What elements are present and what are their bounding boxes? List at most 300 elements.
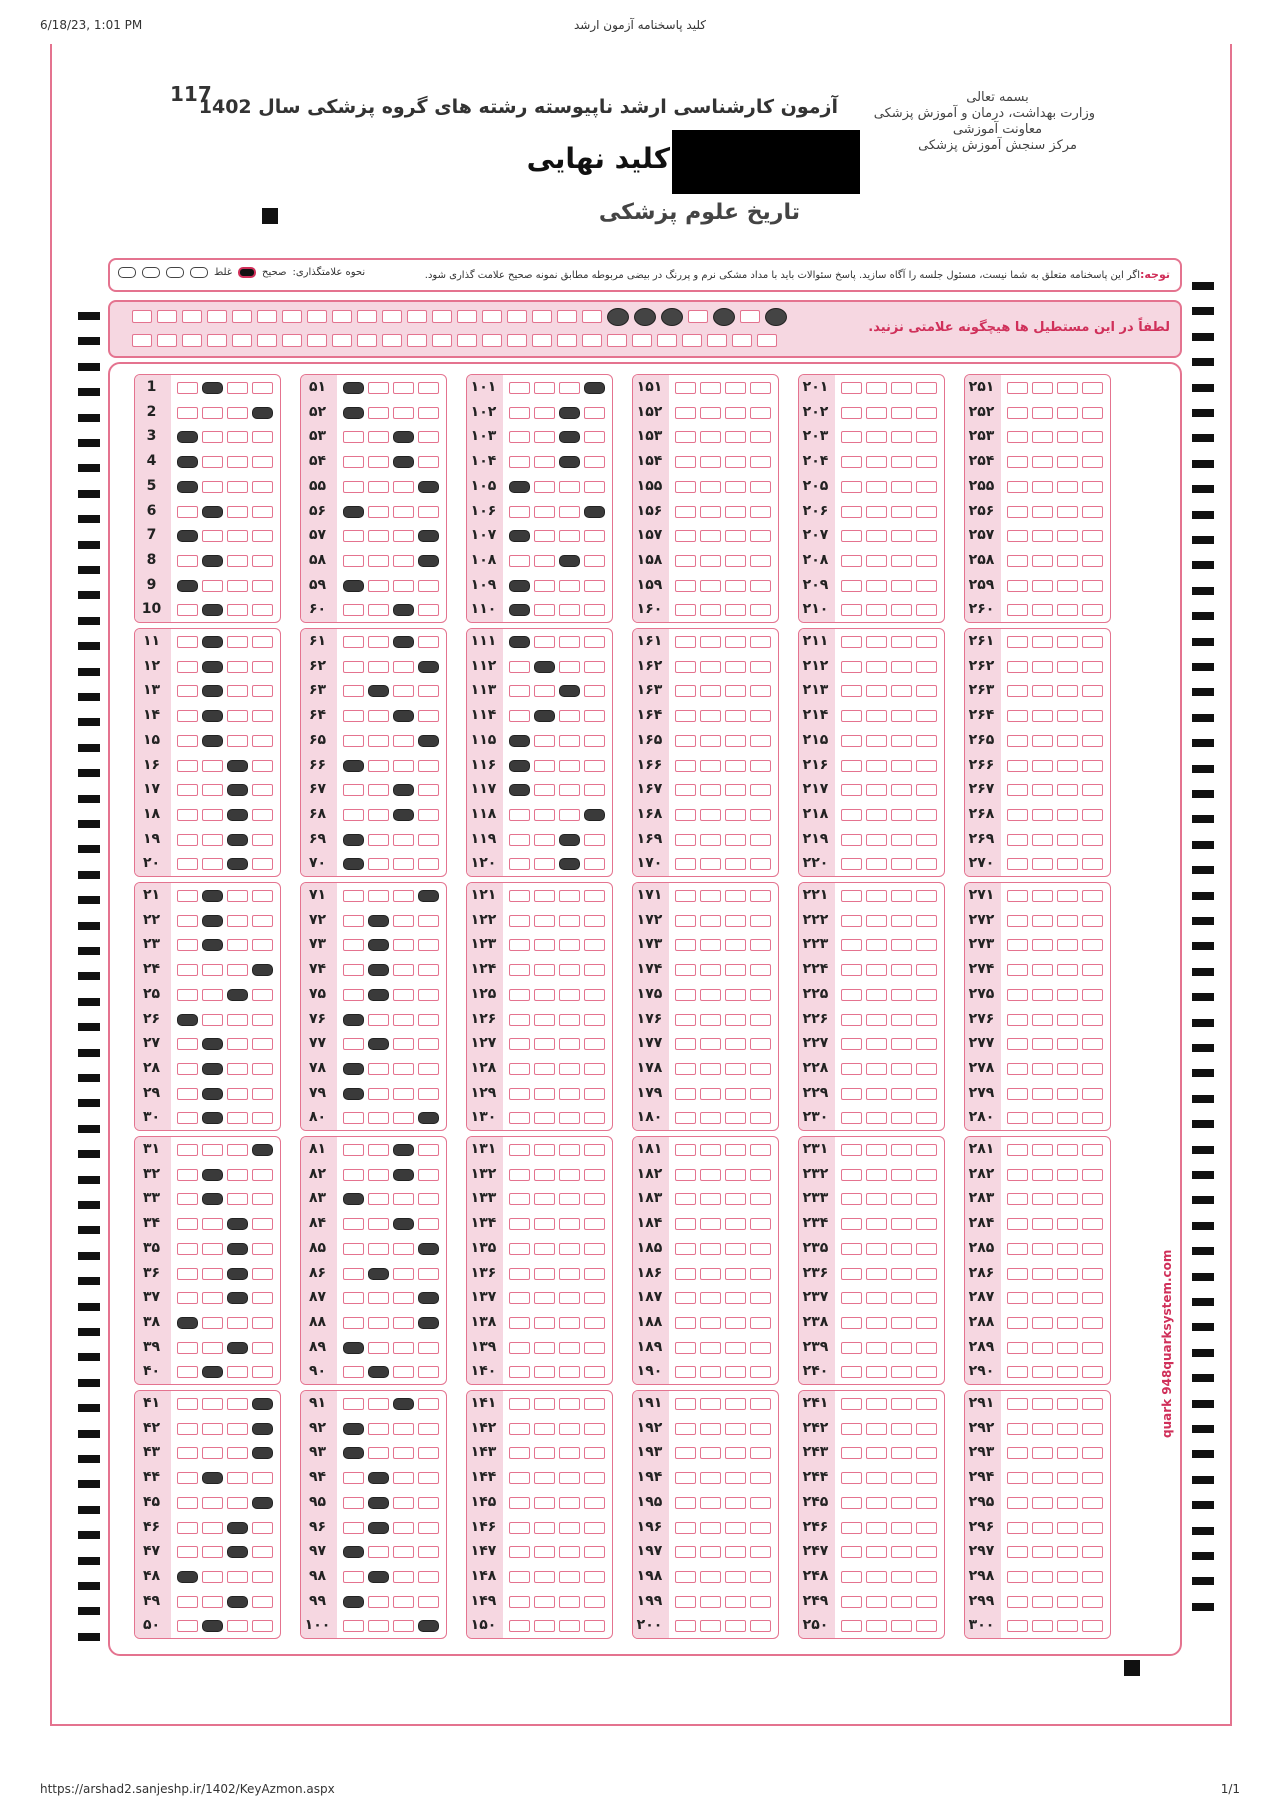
answer-bubble [534, 939, 555, 951]
question-number: ۱۲۱ [470, 887, 497, 903]
question-row [301, 1490, 446, 1514]
answer-bubbles [509, 1144, 607, 1156]
question-block [798, 882, 945, 1131]
answer-bubble [584, 1268, 605, 1280]
timing-mark [78, 388, 100, 396]
answer-bubble [559, 1398, 580, 1410]
question-number: ۲۹۱ [968, 1395, 995, 1411]
answer-bubble [750, 989, 771, 1001]
answer-bubble [1057, 1218, 1078, 1230]
answer-bubble [700, 710, 721, 722]
timing-mark [1192, 1273, 1214, 1281]
question-number: ۱۹۱ [636, 1395, 663, 1411]
question-number: ۱۰۰ [304, 1617, 331, 1634]
answer-bubbles [343, 1571, 441, 1583]
answer-bubble [559, 1038, 580, 1050]
answer-bubble [509, 1112, 530, 1124]
answer-bubble [227, 858, 248, 870]
answer-bubbles [841, 1144, 939, 1156]
answer-bubble [866, 685, 887, 697]
question-row [467, 678, 612, 702]
answer-bubbles [509, 407, 607, 419]
answer-bubble [584, 1112, 605, 1124]
answer-bubble [343, 685, 364, 697]
id-cell [532, 334, 552, 347]
answer-bubble [841, 1398, 862, 1410]
question-number: ۱۴۳ [470, 1444, 497, 1461]
answer-bubble [675, 1366, 696, 1378]
id-cell [207, 310, 227, 323]
answer-bubble [750, 636, 771, 648]
timing-mark [1192, 1425, 1214, 1433]
answer-bubbles [841, 1366, 939, 1378]
question-row [799, 1589, 944, 1613]
answer-bubbles [343, 1317, 441, 1329]
timing-mark [1192, 384, 1214, 392]
question-number: ۱۳۸ [470, 1313, 497, 1330]
answer-bubble [252, 580, 273, 592]
question-number: ۲۴۰ [802, 1363, 829, 1380]
answer-bubbles [841, 1243, 939, 1255]
answer-bubble [1057, 1169, 1078, 1181]
answer-bubble [675, 1571, 696, 1583]
answer-bubble [202, 1169, 223, 1181]
question-row [135, 1007, 280, 1031]
question-number: ۵۱ [308, 379, 327, 395]
answer-bubble [916, 1292, 937, 1304]
question-number: 6 [146, 502, 157, 519]
answer-bubble [725, 890, 746, 902]
answer-bubble [1032, 1292, 1053, 1304]
answer-bubbles [343, 555, 441, 567]
question-row [965, 654, 1110, 678]
question-row [301, 883, 446, 907]
subject-name: تاریخ علوم پزشکی [598, 200, 800, 225]
question-number: ۲۵۷ [968, 527, 995, 544]
answer-bubbles [509, 964, 607, 976]
answer-bubble [227, 456, 248, 468]
answer-bubble [559, 735, 580, 747]
answer-bubble [177, 1366, 198, 1378]
answer-bubbles [675, 1342, 773, 1354]
question-row [799, 728, 944, 752]
question-row [965, 1105, 1110, 1129]
answer-bubbles [841, 1571, 939, 1583]
timing-mark [78, 1023, 100, 1031]
answer-bubble [750, 760, 771, 772]
form-number: 117 [170, 82, 212, 106]
question-row [301, 1335, 446, 1359]
answer-bubble [1082, 834, 1103, 846]
answer-bubble [343, 1398, 364, 1410]
answer-bubbles [1007, 834, 1105, 846]
answer-bubbles [675, 1596, 773, 1608]
answer-bubbles [509, 636, 607, 648]
answer-bubbles [841, 1497, 939, 1509]
answer-bubble [509, 1038, 530, 1050]
answer-bubble [343, 1243, 364, 1255]
answer-bubble [916, 580, 937, 592]
answer-bubble [584, 1596, 605, 1608]
question-row [633, 474, 778, 498]
answer-bubble [252, 661, 273, 673]
answer-bubble [393, 661, 414, 673]
question-number: ۶۲ [308, 657, 327, 674]
question-row [965, 802, 1110, 826]
answer-bubble [1007, 1193, 1028, 1205]
answer-bubble [891, 382, 912, 394]
answer-bubble [343, 1620, 364, 1632]
timing-mark [1192, 1527, 1214, 1535]
answer-bubble [418, 1038, 439, 1050]
answer-bubbles [841, 989, 939, 1001]
id-cell [407, 334, 427, 347]
timing-mark [1192, 688, 1214, 696]
answer-bubble [1057, 1038, 1078, 1050]
question-number: ۴۳ [142, 1444, 161, 1461]
answer-bubbles [509, 1193, 607, 1205]
answer-bubble [368, 1522, 389, 1534]
answer-bubbles [675, 661, 773, 673]
answer-bubble [675, 915, 696, 927]
answer-bubble [584, 431, 605, 443]
question-number: ۱۷ [142, 781, 161, 798]
question-row [135, 1613, 280, 1637]
id-cell [332, 334, 352, 347]
answer-bubble [534, 1063, 555, 1075]
answer-bubble [534, 1546, 555, 1558]
answer-bubble [1082, 555, 1103, 567]
answer-bubble [1007, 735, 1028, 747]
id-cell [632, 334, 652, 347]
question-row [799, 932, 944, 956]
answer-bubble [368, 1366, 389, 1378]
answer-bubble [393, 1268, 414, 1280]
answer-bubble [584, 890, 605, 902]
answer-bubble [725, 964, 746, 976]
answer-bubble [534, 989, 555, 1001]
answer-bubble [700, 735, 721, 747]
answer-bubble [891, 1366, 912, 1378]
timing-mark [78, 871, 100, 879]
answer-bubble [891, 1522, 912, 1534]
answer-bubble [891, 1193, 912, 1205]
answer-bubble [252, 915, 273, 927]
answer-bubbles [343, 760, 441, 772]
answer-bubble [1007, 1063, 1028, 1075]
answer-bubble [1082, 1292, 1103, 1304]
answer-bubble [584, 939, 605, 951]
answer-bubble [368, 1014, 389, 1026]
question-row [799, 375, 944, 399]
question-number: ۹۰ [308, 1363, 327, 1380]
id-cell [532, 310, 552, 323]
answer-bubbles [509, 1522, 607, 1534]
answer-bubble [700, 1038, 721, 1050]
answer-bubble [1057, 915, 1078, 927]
question-number: ۲۵۳ [968, 428, 995, 445]
answer-bubble [509, 1571, 530, 1583]
answer-bubble [750, 1447, 771, 1459]
answer-bubble [866, 1038, 887, 1050]
answer-bubble [534, 1088, 555, 1100]
answer-bubble [725, 1088, 746, 1100]
answer-bubble [1082, 890, 1103, 902]
answer-bubble [891, 939, 912, 951]
question-number: ۱۶۴ [636, 707, 663, 724]
answer-bubble [891, 1243, 912, 1255]
answer-bubble [750, 964, 771, 976]
question-number: ۲۶۲ [968, 657, 995, 674]
answer-bubble [227, 1546, 248, 1558]
timing-mark [78, 1099, 100, 1107]
id-cell [740, 310, 760, 323]
timing-mark [1192, 1069, 1214, 1077]
id-cell [282, 310, 302, 323]
id-cell [232, 334, 252, 347]
question-row [301, 957, 446, 981]
answer-bubble [1007, 1169, 1028, 1181]
question-number: ۷۱ [308, 887, 327, 903]
answer-bubble [891, 1268, 912, 1280]
answer-bubble [1057, 1571, 1078, 1583]
answer-bubble [891, 784, 912, 796]
question-row [799, 777, 944, 801]
question-row [965, 777, 1110, 801]
answer-bubbles [675, 604, 773, 616]
answer-bubbles [177, 1620, 275, 1632]
answer-bubbles [177, 784, 275, 796]
question-row [799, 1236, 944, 1260]
answer-bubbles [343, 661, 441, 673]
timing-mark [78, 1125, 100, 1133]
answer-bubble [393, 1596, 414, 1608]
answer-bubble [1007, 530, 1028, 542]
answer-bubble [177, 1169, 198, 1181]
question-number: ۱۵۲ [636, 403, 663, 420]
answer-bubble [916, 1014, 937, 1026]
answer-bubble [1057, 784, 1078, 796]
answer-bubbles [675, 890, 773, 902]
answer-bubble [700, 1169, 721, 1181]
answer-bubble [393, 1366, 414, 1378]
answer-bubbles [841, 661, 939, 673]
answer-bubbles [509, 1571, 607, 1583]
answer-bubble [1057, 1088, 1078, 1100]
answer-bubble [841, 939, 862, 951]
answer-bubble [1032, 1571, 1053, 1583]
answer-bubble [841, 1497, 862, 1509]
timing-mark [1192, 1450, 1214, 1458]
question-row [301, 1613, 446, 1637]
answer-bubble [1082, 1014, 1103, 1026]
question-row [135, 1359, 280, 1383]
answer-bubbles [841, 580, 939, 592]
answer-bubble [1082, 382, 1103, 394]
answer-bubbles [343, 1398, 441, 1410]
answer-bubbles [1007, 506, 1105, 518]
question-row [467, 932, 612, 956]
answer-bubbles [841, 834, 939, 846]
answer-bubble [841, 1268, 862, 1280]
answer-bubble [368, 1169, 389, 1181]
answer-bubble [1082, 636, 1103, 648]
answer-bubble [675, 1423, 696, 1435]
question-number: ۱۸۳ [636, 1190, 663, 1207]
answer-bubble [841, 1342, 862, 1354]
answer-bubble [177, 858, 198, 870]
answer-bubble [750, 809, 771, 821]
answer-bubble [177, 407, 198, 419]
answer-bubbles [841, 407, 939, 419]
answer-bubble [841, 964, 862, 976]
answer-bubble [584, 1292, 605, 1304]
answer-bubbles [675, 1522, 773, 1534]
answer-bubbles [1007, 1292, 1105, 1304]
answer-bubble [700, 1088, 721, 1100]
answer-bubble [1082, 989, 1103, 1001]
answer-bubble [252, 1218, 273, 1230]
answer-bubble [202, 431, 223, 443]
answer-bubble [725, 784, 746, 796]
question-number: ۲۴۶ [802, 1518, 829, 1535]
answer-bubbles [1007, 382, 1105, 394]
timing-mark [1192, 536, 1214, 544]
question-row [467, 424, 612, 448]
question-number: ۱۹۴ [636, 1469, 663, 1486]
answer-bubble [534, 1243, 555, 1255]
question-row [467, 1236, 612, 1260]
answer-bubble [559, 506, 580, 518]
answer-bubble [584, 1620, 605, 1632]
answer-bubble [509, 382, 530, 394]
question-number: ۲۹۷ [968, 1543, 995, 1560]
org-line: وزارت بهداشت، درمان و آموزش پزشکی [873, 106, 1095, 121]
answer-bubble [725, 661, 746, 673]
answer-bubbles [509, 1472, 607, 1484]
question-row [135, 753, 280, 777]
answer-bubble [202, 1366, 223, 1378]
question-number: ۴۷ [142, 1543, 161, 1560]
question-row [135, 1335, 280, 1359]
answer-bubbles [1007, 431, 1105, 443]
question-row [301, 908, 446, 932]
answer-bubble [725, 456, 746, 468]
answer-bubbles [177, 1038, 275, 1050]
answer-bubble [1082, 1063, 1103, 1075]
answer-bubble [1082, 735, 1103, 747]
answer-bubble [368, 915, 389, 927]
question-row [467, 499, 612, 523]
answer-bubble [368, 407, 389, 419]
answer-bubble [252, 858, 273, 870]
question-number: ۱۵۱ [636, 379, 663, 395]
answer-bubble [393, 481, 414, 493]
answer-bubbles [675, 939, 773, 951]
answer-bubbles [177, 636, 275, 648]
answer-bubble [675, 1317, 696, 1329]
answer-bubble [916, 1268, 937, 1280]
answer-bubble [227, 939, 248, 951]
answer-bubble [177, 1447, 198, 1459]
answer-bubble [227, 580, 248, 592]
answer-bubble [418, 1317, 439, 1329]
question-row [633, 1515, 778, 1539]
question-block [632, 1390, 779, 1639]
question-row [301, 827, 446, 851]
answer-bubble [584, 1398, 605, 1410]
answer-bubble [368, 760, 389, 772]
timing-mark [1192, 1298, 1214, 1306]
answer-bubble [841, 890, 862, 902]
answer-bubble [750, 530, 771, 542]
answer-bubble [177, 1596, 198, 1608]
answer-bubble [252, 1292, 273, 1304]
answer-bubble [202, 834, 223, 846]
timing-mark [1192, 815, 1214, 823]
question-number: ۲۸۸ [968, 1313, 995, 1330]
answer-bubble [916, 1088, 937, 1100]
answer-bubble [725, 555, 746, 567]
answer-bubble [725, 760, 746, 772]
question-number: ۲۵۵ [968, 477, 995, 494]
answer-bubbles [343, 604, 441, 616]
answer-bubbles [343, 858, 441, 870]
answer-bubble [368, 834, 389, 846]
answer-bubble [891, 760, 912, 772]
answer-bubble [343, 710, 364, 722]
answer-bubble [252, 1366, 273, 1378]
answer-bubbles [841, 784, 939, 796]
answer-bubble [559, 1596, 580, 1608]
answer-bubble [559, 1522, 580, 1534]
answer-bubble [675, 1193, 696, 1205]
answer-bubble [368, 710, 389, 722]
answer-bubble [866, 580, 887, 592]
answer-bubble [700, 1144, 721, 1156]
question-row [965, 1391, 1110, 1415]
answer-bubbles [509, 1317, 607, 1329]
answer-bubbles [509, 1243, 607, 1255]
question-row [633, 678, 778, 702]
question-row [467, 375, 612, 399]
answer-bubble [534, 735, 555, 747]
answer-bubble [252, 685, 273, 697]
answer-bubble [675, 1063, 696, 1075]
question-number: ۱۲۴ [470, 961, 497, 978]
answer-bubble [916, 456, 937, 468]
answer-bubble [1007, 456, 1028, 468]
question-row [135, 851, 280, 875]
question-number: ۶۶ [308, 756, 327, 773]
question-number: ۱۲۲ [470, 911, 497, 928]
question-row [301, 851, 446, 875]
timing-mark [1192, 1603, 1214, 1611]
answer-bubble [675, 555, 696, 567]
answer-bubble [559, 834, 580, 846]
question-number: ۱۲ [142, 657, 161, 674]
answer-bubble [368, 1398, 389, 1410]
answer-bubbles [343, 1366, 441, 1378]
answer-bubble [700, 685, 721, 697]
answer-bubble [1007, 1088, 1028, 1100]
question-row [633, 982, 778, 1006]
question-row [965, 1137, 1110, 1161]
answer-bubble [252, 382, 273, 394]
answer-bubble [252, 1571, 273, 1583]
question-row [965, 1285, 1110, 1309]
question-row [633, 1613, 778, 1637]
